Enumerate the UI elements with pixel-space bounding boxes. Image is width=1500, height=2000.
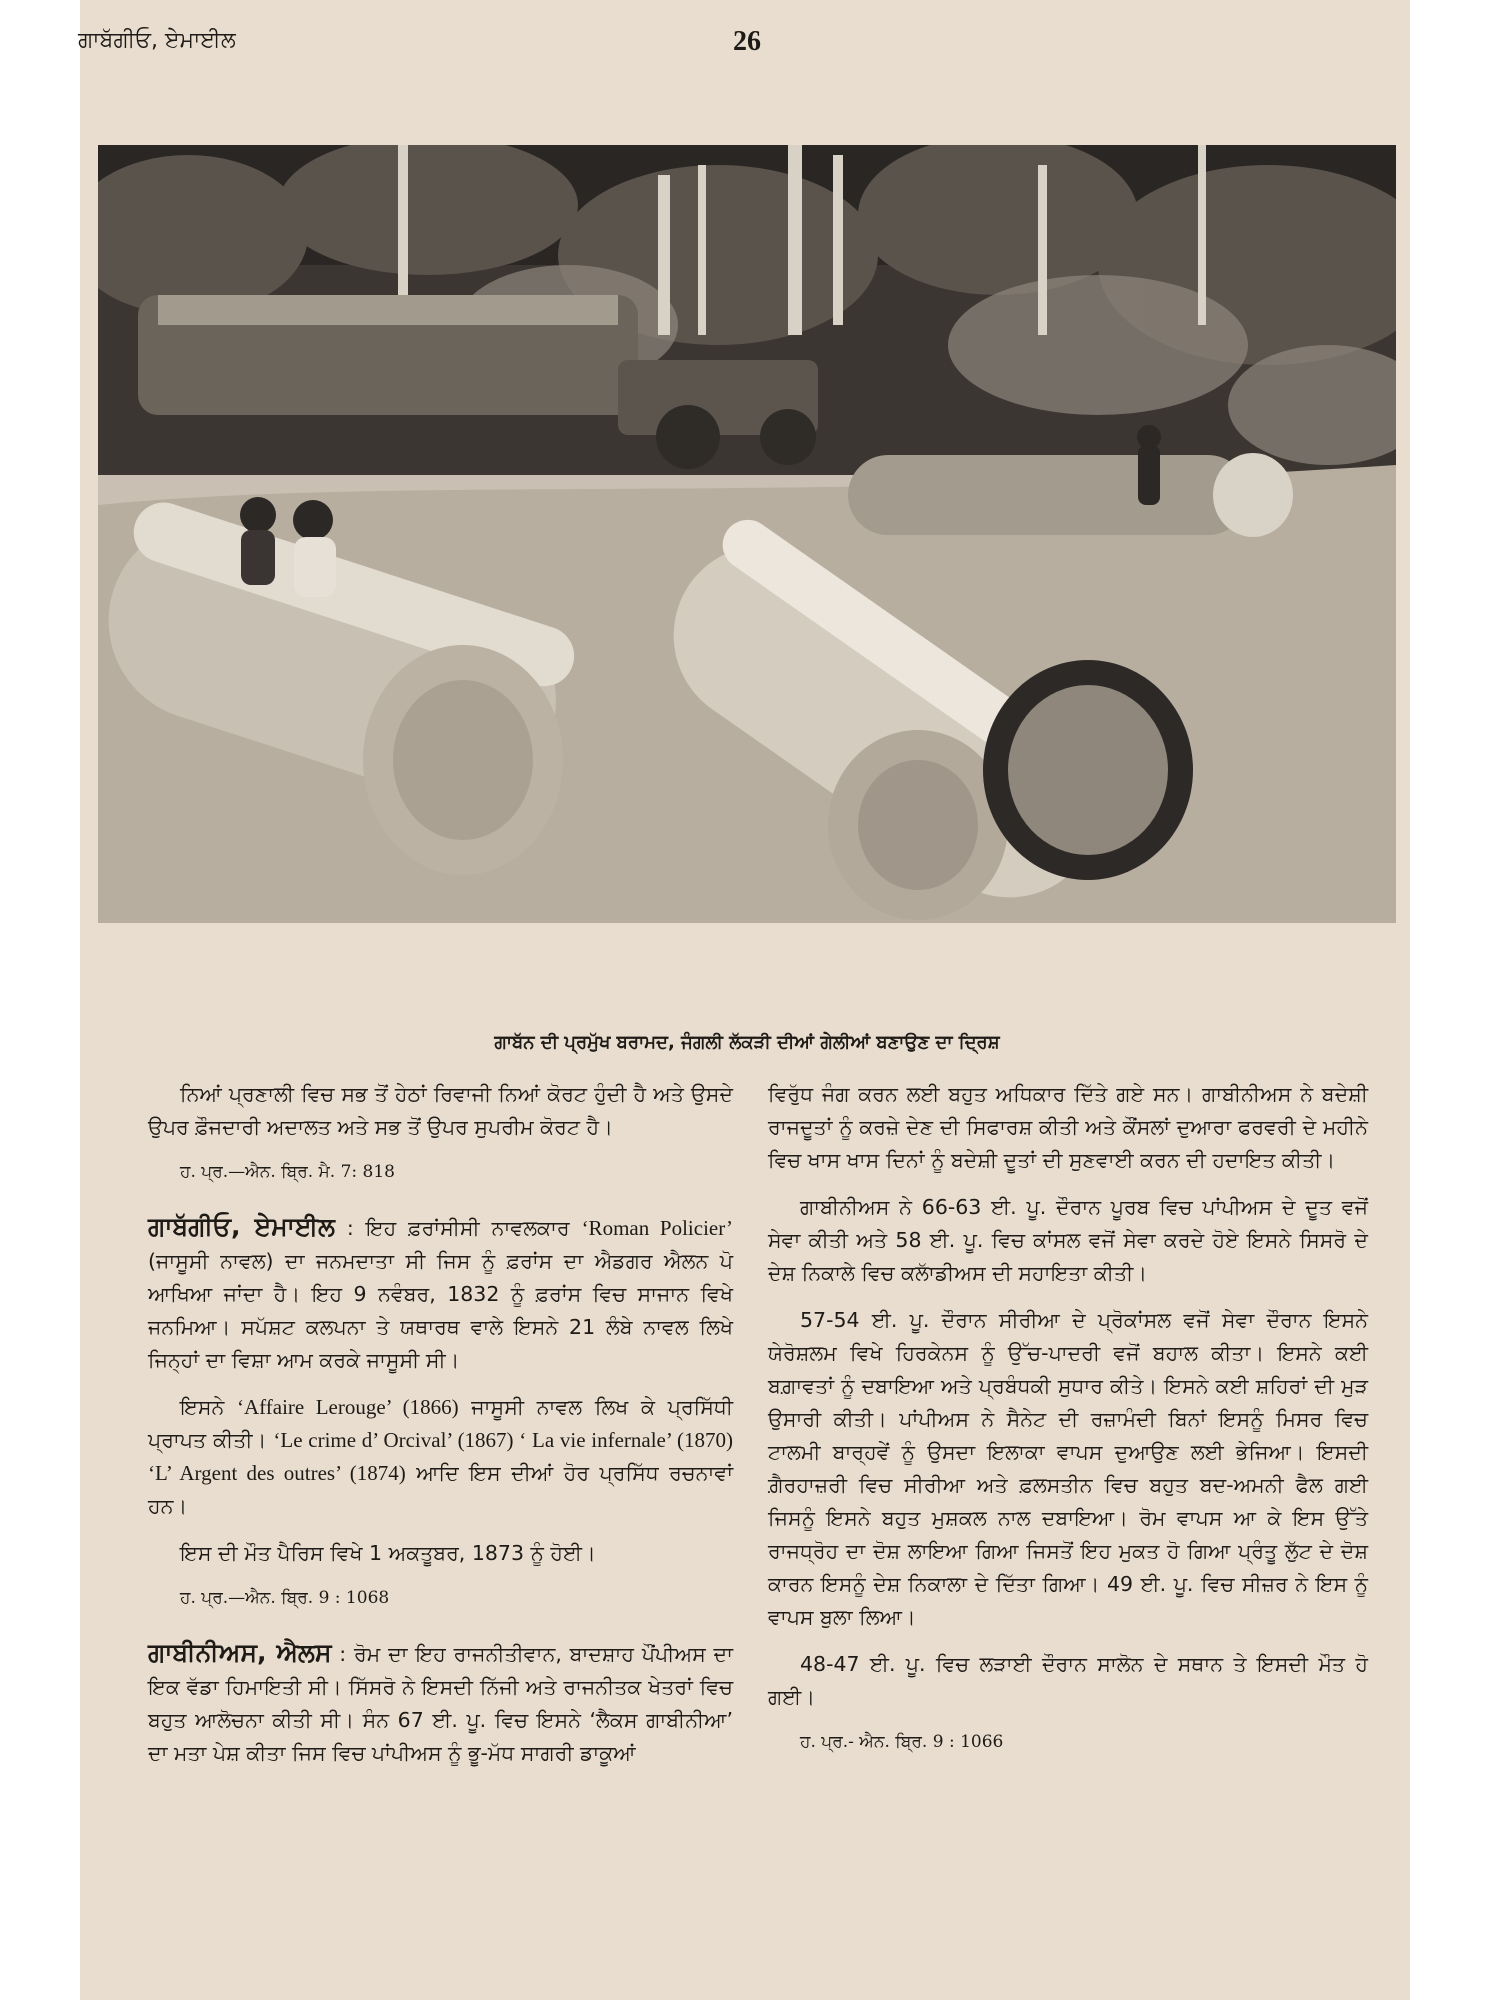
right-column [768,1078,1368,1780]
latin-title: ‘Le crime d’ Orcival’ (1867) ‘ La vie infernale’ (1870) ‘L’ Argent des outres’ (1874) [148,1428,734,1485]
latin-title: ‘Affaire Lerouge’ (1866) [237,1395,459,1419]
logging-photo [98,145,1396,923]
entry-headword: ਗਾਬੀਨੀਅਸ, ਐਲਸ [148,1638,332,1667]
paragraph: ਗਾਬੀਨੀਅਸ ਨੇ 66-63 ਈ. ਪੂ. ਦੌਰਾਨ ਪੂਰਬ ਵਿਚ ਪਾਂਪੀਅਸ ਦੇ ਦੂਤ ਵਜੋਂ ਸੇਵਾ ਕੀਤੀ ਅਤੇ 58 ਈ. ਪੂ. ਵਿਚ ਕਾਂਸਲ ਵਜੋਂ ਸੇਵਾ ਕਰਦੇ ਹੋਏ ਇਸਨੇ ਸਿਸਰੋ ਦੇ ਦੇਸ਼ ਨਿਕਾਲੇ ਵਿਚ ਕਲਾੱਡੀਅਸ ਦੀ ਸਹਾਇਤਾ ਕੀਤੀ। [768,1195,1368,1285]
left-column [148,1078,733,1784]
paragraph: 48-47 ਈ. ਪੂ. ਵਿਚ ਲੜਾਈ ਦੌਰਾਨ ਸਾਲੋਨ ਦੇ ਸਥਾਨ ਤੇ ਇਸਦੀ ਮੌਤ ਹੋ ਗਈ। [768,1652,1368,1709]
reference: ਹ. ਪ੍ਰ.- ਐਨ. ਬ੍ਰਿ. 9 : 1066 [800,1732,1004,1752]
page-number: 26 [733,26,761,57]
entry-text: : ਰੋਮ ਦਾ ਇਹ ਰਾਜਨੀਤੀਵਾਨ, ਬਾਦਸ਼ਾਹ ਪੌਂਪੀਅਸ ਦਾ ਇਕ ਵੱਡਾ ਹਿਮਾਇਤੀ ਸੀ। ਸਿੱਸਰੋ ਨੇ ਇਸਦੀ ਨਿੱਜੀ ਅਤੇ ਰਾਜਨੀਤਕ ਖੇਤਰਾਂ ਵਿਚ ਬਹੁਤ ਆਲੋਚਨਾ ਕੀਤੀ ਸੀ। ਸੰਨ 67 ਈ. ਪੂ. ਵਿਚ ਇਸਨੇ ‘ਲੈਕਸ ਗਾਬੀਨੀਆ’ ਦਾ ਮਤਾ ਪੇਸ਼ ਕੀਤਾ ਜਿਸ ਵਿਚ ਪਾਂਪੀਅਸ ਨੂੰ ਭੂ-ਮੱਧ ਸਾਗਰੀ ਡਾਕੂਆਂ [148,1642,733,1765]
latin-title: ‘Roman Policier’ [581,1216,733,1240]
paragraph: ਨਿਆਂ ਪ੍ਰਣਾਲੀ ਵਿਚ ਸਭ ਤੋਂ ਹੇਠਾਂ ਰਿਵਾਜੀ ਨਿਆਂ ਕੋਰਟ ਹੁੰਦੀ ਹੈ ਅਤੇ ਉਸਦੇ ਉਪਰ ਫ਼ੌਜਦਾਰੀ ਅਦਾਲਤ ਅਤੇ ਸਭ ਤੋਂ ਉਪਰ ਸੁਪਰੀਮ ਕੋਰਟ ਹੈ। [148,1082,733,1139]
scan-border-left [0,0,80,2000]
paragraph: ਇਸ ਦੀ ਮੌਤ ਪੈਰਿਸ ਵਿਖੇ 1 ਅਕਤੂਬਰ, 1873 ਨੂੰ ਹੋਈ। [180,1541,596,1565]
paragraph: ਵਿਰੁੱਧ ਜੰਗ ਕਰਨ ਲਈ ਬਹੁਤ ਅਧਿਕਾਰ ਦਿੱਤੇ ਗਏ ਸਨ। ਗਾਬੀਨੀਅਸ ਨੇ ਬਦੇਸ਼ੀ ਰਾਜਦੂਤਾਂ ਨੂੰ ਕਰਜ਼ੇ ਦੇਣ ਦੀ ਸਿਫਾਰਸ਼ ਕੀਤੀ ਅਤੇ ਕੌਂਸਲਾਂ ਦੁਆਰਾ ਫਰਵਰੀ ਦੇ ਮਹੀਨੇ ਵਿਚ ਖਾਸ ਖਾਸ ਦਿਨਾਂ ਨੂੰ ਬਦੇਸ਼ੀ ਦੂਤਾਂ ਦੀ ਸੁਣਵਾਈ ਕਰਨ ਦੀ ਹਦਾਇਤ ਕੀਤੀ। [768,1082,1368,1172]
paragraph [148,1391,733,1523]
reference: ਹ. ਪ੍ਰ.—ਐਨ. ਬ੍ਰਿ. 9 : 1068 [180,1588,390,1608]
entry-text: (ਜਾਸੂਸੀ ਨਾਵਲ) ਦਾ ਜਨਮਦਾਤਾ ਸੀ ਜਿਸ ਨੂੰ ਫ਼ਰਾਂਸ ਦਾ ਐਡਗਰ ਐਲਨ ਪੋ ਆਖਿਆ ਜਾਂਦਾ ਹੈ। ਇਹ 9 ਨਵੰਬਰ, 1832 ਨੂੰ ਫ਼ਰਾਂਸ ਵਿਚ ਸਾਜਾਨ ਵਿਖੇ ਜਨਮਿਆ। ਸਪੱਸ਼ਟ ਕਲਪਨਾ ਤੇ ਯਥਾਰਥ ਵਾਲੇ ਇਸਨੇ 21 ਲੰਬੇ ਨਾਵਲ ਲਿਖੇ ਜਿਨ੍ਹਾਂ ਦਾ ਵਿਸ਼ਾ ਆਮ ਕਰਕੇ ਜਾਸੂਸੀ ਸੀ। [148,1249,733,1372]
paragraph-text: ਜਾਸੂਸੀ ਨਾਵਲ ਲਿਖ ਕੇ ਪ੍ਰਸਿੱਧੀ ਪ੍ਰਾਪਤ ਕੀਤੀ। [148,1395,733,1452]
paragraph: 57-54 ਈ. ਪੂ. ਦੌਰਾਨ ਸੀਰੀਆ ਦੇ ਪ੍ਰੋਕਾਂਸਲ ਵਜੋਂ ਸੇਵਾ ਦੌਰਾਨ ਇਸਨੇ ਯੇਰੋਸ਼ਲਮ ਵਿਖੇ ਹਿਰਕੇਨਸ ਨੂੰ ਉੱਚ-ਪਾਦਰੀ ਵਜੋਂ ਬਹਾਲ ਕੀਤਾ। ਇਸਨੇ ਕਈ ਬਗ਼ਾਵਤਾਂ ਨੂੰ ਦਬਾਇਆ ਅਤੇ ਪ੍ਰਬੰਧਕੀ ਸੁਧਾਰ ਕੀਤੇ। ਇਸਨੇ ਕਈ ਸ਼ਹਿਰਾਂ ਦੀ ਮੁੜ ਉਸਾਰੀ ਕੀਤੀ। ਪਾਂਪੀਅਸ ਨੇ ਸੈਨੇਟ ਦੀ ਰਜ਼ਾਮੰਦੀ ਬਿਨਾਂ ਇਸਨੂੰ ਮਿਸਰ ਵਿਚ ਟਾਲਮੀ ਬਾਰ੍ਹਵੇਂ ਨੂੰ ਉਸਦਾ ਇਲਾਕਾ ਵਾਪਸ ਦੁਆਉਣ ਲਈ ਭੇਜਿਆ। ਇਸਦੀ ਗ਼ੈਰਹਾਜ਼ਰੀ ਵਿਚ ਸੀਰੀਆ ਅਤੇ ਫ਼ਲਸਤੀਨ ਵਿਚ ਬਹੁਤ ਬਦ-ਅਮਨੀ ਫੈਲ ਗਈ ਜਿਸਨੂੰ ਇਸਨੇ ਬਹੁਤ ਮੁਸ਼ਕਲ ਨਾਲ ਦਬਾਇਆ। ਰੋਮ ਵਾਪਸ ਆ ਕੇ ਇਸ ਉੱਤੇ ਰਾਜਧ੍ਰੋਹ ਦਾ ਦੋਸ਼ ਲਾਇਆ ਗਿਆ ਜਿਸਤੋਂ ਇਹ ਮੁਕਤ ਹੋ ਗਿਆ ਪ੍ਰੰਤੂ ਲੁੱਟ ਦੇ ਦੋਸ਼ ਕਾਰਨ ਇਸਨੂੰ ਦੇਸ਼ ਨਿਕਾਲਾ ਦੇ ਦਿੱਤਾ ਗਿਆ। 49 ਈ. ਪੂ. ਵਿਚ ਸੀਜ਼ਰ ਨੇ ਇਸ ਨੂੰ ਵਾਪਸ ਬੁਲਾ ਲਿਆ। [768,1308,1368,1629]
figure-caption: ਗਾਬੱਨ ਦੀ ਪ੍ਰਮੁੱਖ ਬਰਾਮਦ, ਜੰਗਲੀ ਲੱਕੜੀ ਦੀਆਂ ਗੇਲੀਆਂ ਬਣਾਉਣ ਦਾ ਦ੍ਰਿਸ਼ [494,1032,1000,1053]
logging-photo-illustration [98,145,1396,923]
entry-text: : ਇਹ ਫ਼ਰਾਂਸੀਸੀ ਨਾਵਲਕਾਰ [334,1216,582,1240]
entry-headword: ਗਾਬੱਗੀਓ, ਏਮਾਈਲ [148,1212,335,1241]
entry-gabinius [148,1636,733,1770]
entry-gabbagio [148,1210,733,1377]
scan-border-right [1410,0,1500,2000]
reference: ਹ. ਪ੍ਰ.—ਐਨ. ਬ੍ਰਿ. ਮੈ. 7: 818 [180,1162,395,1182]
paragraph-text: ਆਦਿ ਇਸ ਦੀਆਂ ਹੋਰ ਪ੍ਰਸਿੱਧ ਰਚਨਾਵਾਂ ਹਨ। [148,1461,733,1518]
paragraph-text: ਇਸਨੇ [180,1395,238,1419]
running-title: ਗਾਬੱਗੀਓ, ਏਮਾਈਲ [78,28,236,53]
